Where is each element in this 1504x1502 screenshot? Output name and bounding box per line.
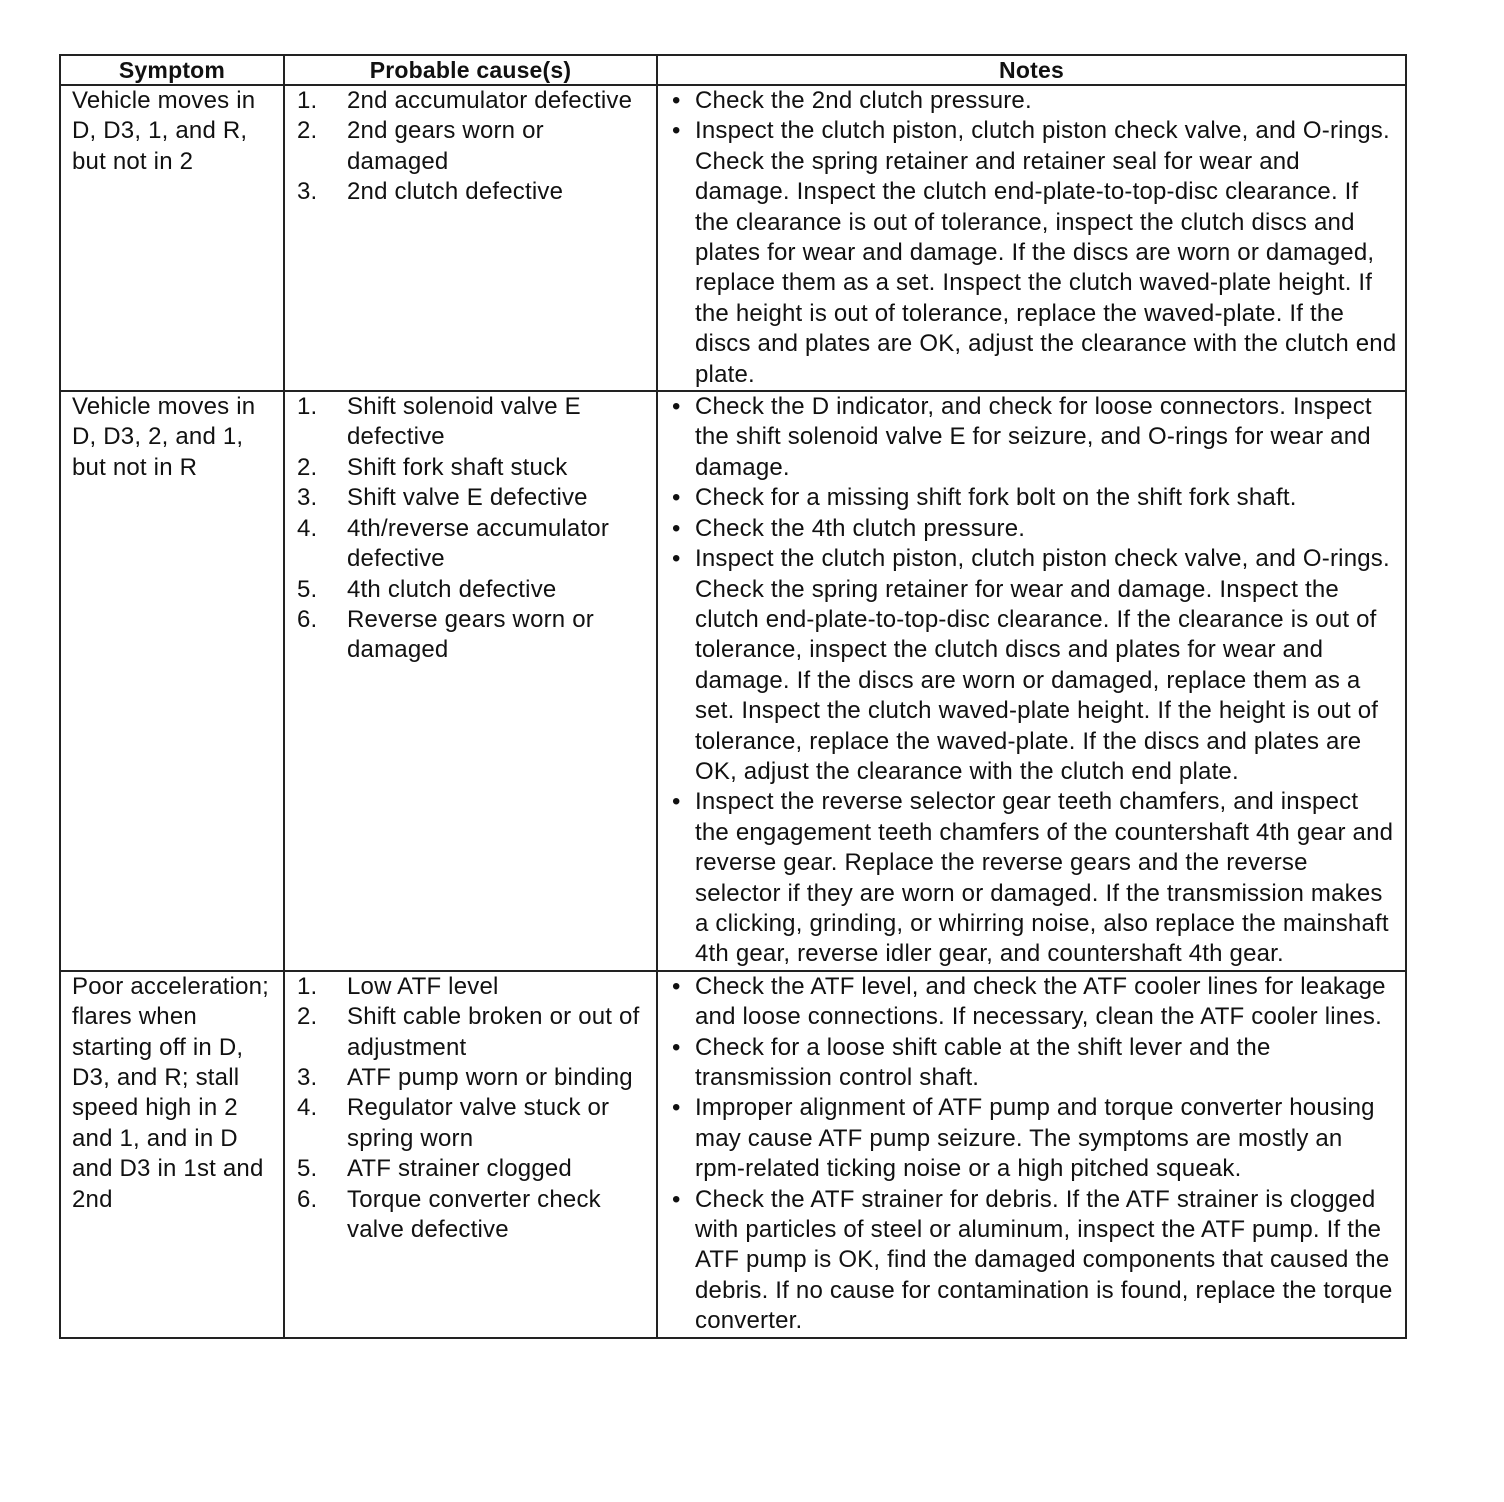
notes-cell [657, 971, 1406, 1338]
cause-item [297, 575, 648, 605]
symptom-cell: Vehicle moves in D, D3, 2, and 1, but not in R [60, 391, 284, 971]
cause-text: Shift solenoid valve E defective [347, 393, 581, 451]
cause-text: 4th/reverse accumulator defective [347, 514, 610, 573]
cause-number: 1. [297, 87, 318, 114]
causes-column-header: Probable cause(s) [284, 55, 657, 85]
bullet-icon: • [672, 1185, 681, 1213]
bullet-icon: • [672, 545, 681, 573]
causes-cell [284, 85, 657, 391]
symptom-cell: Poor acceleration; flares when starting off in D, D3, and R; stall speed high in 2 and 1, and in D and D3 in 1st and 2nd [60, 971, 284, 1338]
bullet-icon: • [672, 1033, 681, 1061]
causes-cell [284, 971, 657, 1338]
note-item [672, 1185, 1399, 1337]
cause-item [297, 1154, 648, 1184]
notes-list [658, 392, 1405, 970]
cause-number: 3. [297, 178, 318, 206]
cause-number: 1. [297, 393, 318, 421]
note-text: Check the 4th clutch pressure. [695, 514, 1026, 542]
cause-item [297, 86, 648, 116]
note-text: Check for a missing shift fork bolt on the shift fork shaft. [695, 484, 1297, 512]
cause-number: 2. [297, 453, 318, 481]
causes-cell [284, 391, 657, 971]
cause-number: 1. [297, 972, 318, 1000]
cause-number: 5. [297, 575, 318, 603]
note-item [672, 972, 1399, 1033]
note-item [672, 483, 1399, 513]
cause-text: Torque converter check valve defective [347, 1185, 601, 1244]
cause-text: 2nd gears worn or damaged [347, 117, 544, 175]
cause-text: 2nd clutch defective [347, 178, 564, 206]
note-text: Check the ATF strainer for debris. If the ATF strainer is clogged with particles of steel or aluminum, inspect the ATF pump. If the ATF pump is OK, find the damaged components that caused the debris. If no cause for contamination is found, replace the torque converter. [695, 1185, 1393, 1335]
cause-text: Shift valve E defective [347, 484, 588, 512]
note-text: Check the D indicator, and check for loose connectors. Inspect the shift solenoid valve E for seizure, and O-rings for wear and damage. [695, 393, 1372, 481]
cause-number: 6. [297, 1185, 318, 1213]
cause-item [297, 177, 648, 207]
table-row [60, 391, 1406, 971]
cause-number: 2. [297, 1003, 318, 1031]
cause-item [297, 1002, 648, 1063]
notes-cell [657, 85, 1406, 391]
table-header-row [60, 55, 1406, 85]
notes-cell [657, 391, 1406, 971]
cause-text: 2nd accumulator defective [347, 87, 633, 114]
notes-list [658, 972, 1405, 1337]
table-row [60, 971, 1406, 1338]
symptom-cell: Vehicle moves in D, D3, 1, and R, but not in 2 [60, 85, 284, 391]
note-item [672, 514, 1399, 544]
note-text: Improper alignment of ATF pump and torque converter housing may cause ATF pump seizure. The symptoms are mostly an rpm-related ticking noise or a high pitched squeak. [695, 1094, 1375, 1183]
note-item [672, 86, 1399, 116]
cause-number: 4. [297, 1094, 318, 1122]
causes-list [285, 86, 656, 208]
cause-item [297, 453, 648, 483]
note-item [672, 544, 1399, 787]
cause-text: ATF pump worn or binding [347, 1064, 633, 1091]
note-item [672, 787, 1399, 969]
cause-number: 4. [297, 514, 318, 542]
note-item [672, 116, 1399, 390]
cause-item [297, 392, 648, 453]
note-text: Inspect the clutch piston, clutch piston check valve, and O-rings. Check the spring retainer for wear and damage. Inspect the clutch end-plate-to-top-disc clearance. If the clearance is out of tolerance, inspect the clutch discs and plates for wear and damage. If the discs are worn or damaged, replace them as a set. Inspect the clutch waved-plate height. If the height is out of tolerance, replace the waved-plate. If the discs and plates are OK, adjust the clearance with the clutch end plate. [695, 545, 1390, 785]
causes-list [285, 972, 656, 1246]
note-text: Check the ATF level, and check the ATF cooler lines for leakage and loose connections. If necessary, clean the ATF cooler lines. [695, 972, 1386, 1031]
troubleshooting-table [59, 54, 1407, 1339]
note-text: Check the 2nd clutch pressure. [695, 87, 1032, 114]
cause-text: 4th clutch defective [347, 575, 557, 603]
cause-item [297, 605, 648, 666]
note-text: Inspect the clutch piston, clutch piston check valve, and O-rings. Check the spring retainer and retainer seal for wear and damage. Inspect the clutch end-plate-to-top-disc clearance. If the clearance is out of tolerance, inspect the clutch discs and plates for wear and damage. If the discs are worn or damaged, replace them as a set. Inspect the clutch waved-plate height. If the height is out of tolerance, replace the waved-plate. If the discs and plates are OK, adjust the clearance with the clutch end plate. [695, 117, 1397, 388]
notes-list [658, 86, 1405, 390]
cause-text: Shift cable broken or out of adjustment [347, 1003, 640, 1061]
bullet-icon: • [672, 393, 681, 421]
cause-number: 3. [297, 1064, 318, 1091]
cause-item [297, 514, 648, 575]
bullet-icon: • [672, 514, 681, 542]
cause-text: Reverse gears worn or damaged [347, 605, 594, 664]
notes-column-header: Notes [657, 55, 1406, 85]
bullet-icon: • [672, 117, 681, 145]
note-item [672, 392, 1399, 483]
cause-item [297, 1093, 648, 1154]
cause-text: Low ATF level [347, 972, 499, 1000]
bullet-icon: • [672, 87, 681, 114]
cause-item [297, 1185, 648, 1246]
cause-item [297, 116, 648, 177]
cause-number: 6. [297, 605, 318, 633]
cause-number: 3. [297, 484, 318, 512]
note-text: Inspect the reverse selector gear teeth chamfers, and inspect the engagement teeth chamfers of the countershaft 4th gear and reverse gear. Replace the reverse gears and the reverse selector if they are worn or damaged. If the transmission makes a clicking, grinding, or whirring noise, also replace the mainshaft 4th gear, reverse idler gear, and countershaft 4th gear. [695, 788, 1394, 968]
bullet-icon: • [672, 1094, 681, 1122]
cause-number: 5. [297, 1155, 318, 1183]
cause-item [297, 483, 648, 513]
note-text: Check for a loose shift cable at the shift lever and the transmission control shaft. [695, 1033, 1271, 1091]
bullet-icon: • [672, 972, 681, 1000]
note-item [672, 1033, 1399, 1094]
cause-text: Regulator valve stuck or spring worn [347, 1094, 610, 1152]
cause-number: 2. [297, 117, 318, 145]
note-item [672, 1093, 1399, 1184]
bullet-icon: • [672, 484, 681, 512]
cause-text: Shift fork shaft stuck [347, 453, 568, 481]
cause-text: ATF strainer clogged [347, 1155, 572, 1183]
cause-item [297, 1063, 648, 1093]
symptom-column-header: Symptom [60, 55, 284, 85]
cause-item [297, 972, 648, 1002]
table-row [60, 85, 1406, 391]
causes-list [285, 392, 656, 666]
bullet-icon: • [672, 788, 681, 816]
